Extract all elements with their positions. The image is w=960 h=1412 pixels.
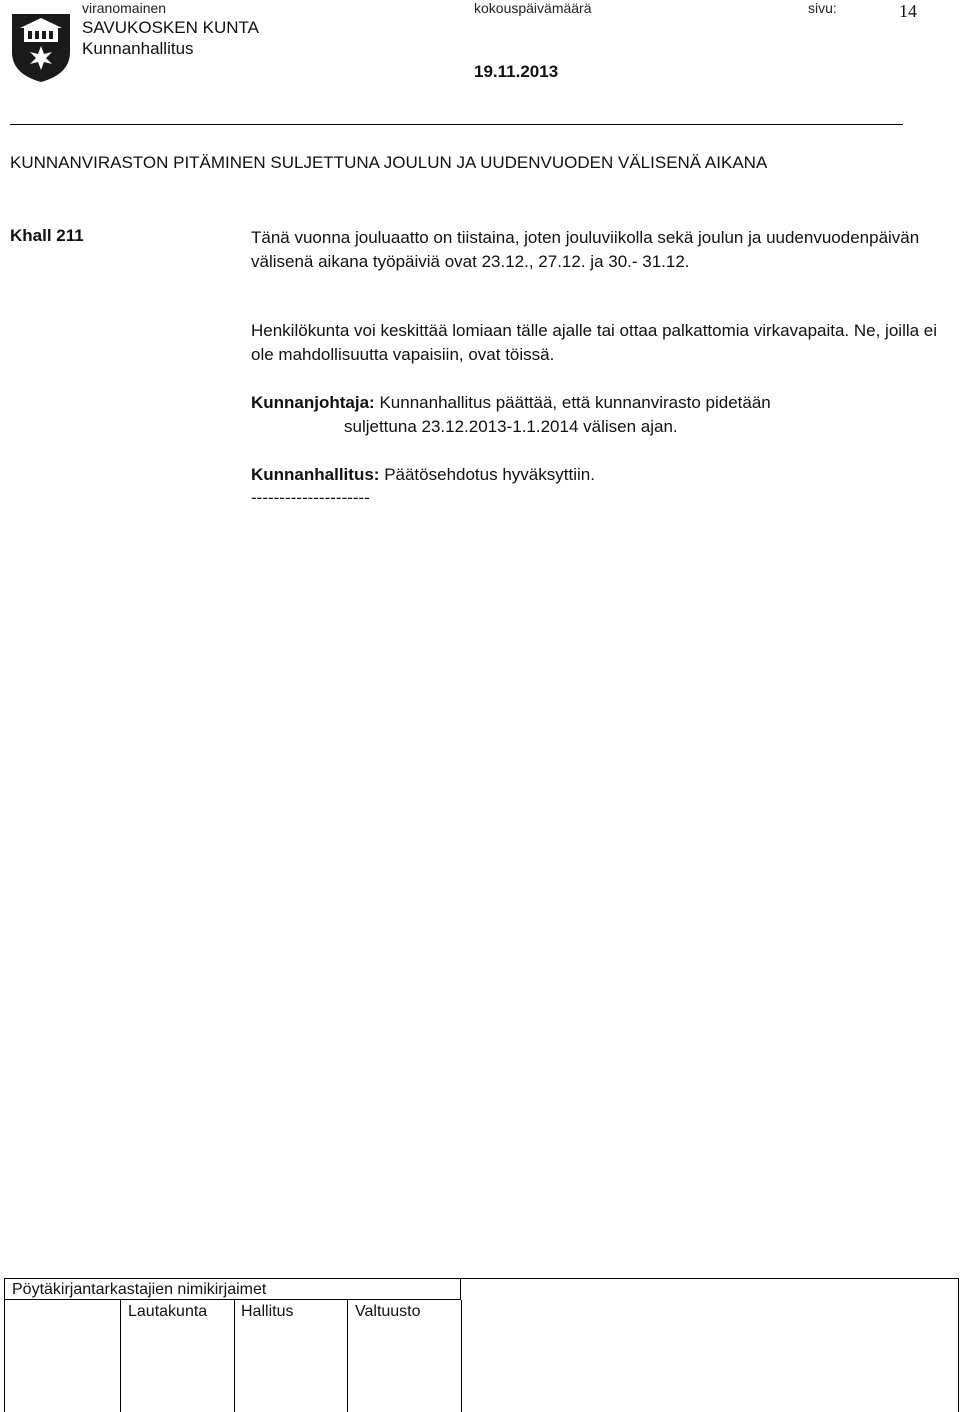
- footer-title: Pöytäkirjantarkastajien nimikirjaimet: [12, 1281, 267, 1298]
- paragraph-workdays: Tänä vuonna jouluaatto on tiistaina, joten jouluviikolla sekä joulun ja uudenvuodenpäivän välisenä aikana työpäiviä ovat 23.12., 27.12. ja 30.- 31.12.: [251, 228, 920, 271]
- meeting-date: 19.11.2013: [474, 62, 559, 81]
- proposal-text-line2: suljettuna 23.12.2013-1.1.2014 välisen ajan.: [344, 417, 678, 436]
- meeting-date-label: kokouspäivämäärä: [474, 0, 592, 16]
- separator-line: ---------------------: [251, 488, 370, 507]
- proposal-label: Kunnanjohtaja:: [251, 393, 375, 412]
- authority-label: viranomainen: [82, 0, 167, 16]
- paragraph-staff-leave: Henkilökunta voi keskittää lomiaan tälle ajalle tai ottaa palkattomia virkavapaita. Ne, joilla ei ole mahdollisuutta vapaisiin, ovat töissä.: [251, 321, 938, 364]
- decision-label: Kunnanhallitus:: [251, 465, 380, 484]
- proposal-block: [251, 391, 941, 439]
- page-number: 14: [899, 1, 917, 21]
- footer-divider: [461, 1300, 462, 1412]
- section-label: Khall 211: [10, 226, 84, 245]
- decision-block: [251, 463, 941, 487]
- proposal-text: Kunnanhallitus päättää, että kunnanvirasto pidetään: [379, 393, 771, 412]
- footer-column-board: Lautakunta: [128, 1303, 208, 1320]
- footer-divider: [120, 1300, 121, 1412]
- municipality-coat-of-arms-icon: [10, 12, 72, 84]
- footer-column-council: Valtuusto: [355, 1303, 421, 1320]
- footer-divider: [347, 1300, 348, 1412]
- header-divider: [10, 124, 903, 125]
- decision-text: Päätösehdotus hyväksyttiin.: [384, 465, 595, 484]
- page-label: sivu:: [808, 0, 837, 16]
- document-title: KUNNANVIRASTON PITÄMINEN SULJETTUNA JOULUN JA UUDENVUODEN VÄLISENÄ AIKANA: [10, 153, 768, 172]
- footer-divider: [234, 1300, 235, 1412]
- governing-body: Kunnanhallitus: [82, 39, 194, 58]
- municipality-name: SAVUKOSKEN KUNTA: [82, 18, 259, 37]
- footer-column-government: Hallitus: [241, 1303, 294, 1320]
